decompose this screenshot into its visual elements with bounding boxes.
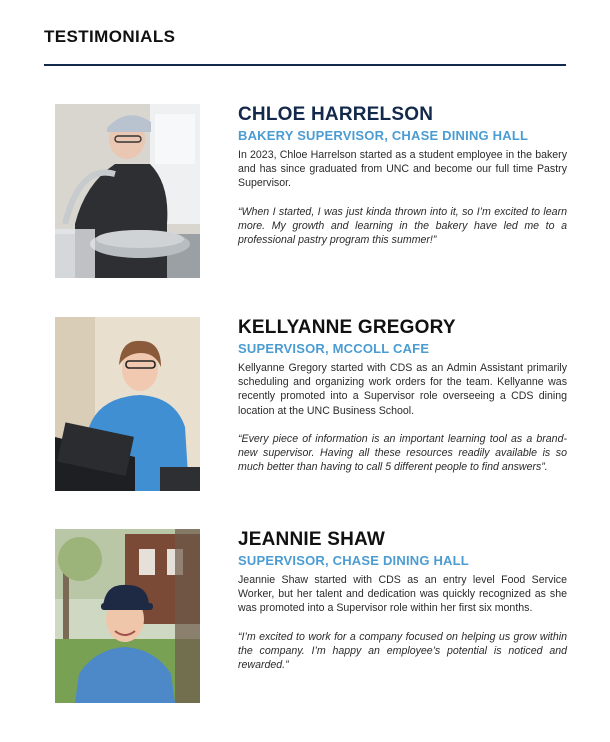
title-divider xyxy=(44,64,566,66)
testimonial-name: CHLOE HARRELSON xyxy=(238,104,434,125)
testimonial-quote: “I’m excited to work for a company focused on helping us grow within the company. I’m happy an employee’s potential is noticed and rewarded.” xyxy=(238,630,567,672)
photo-jeannie-shaw xyxy=(55,529,200,703)
testimonial-role: SUPERVISOR, MCCOLL CAFE xyxy=(238,341,430,356)
testimonial-role: BAKERY SUPERVISOR, CHASE DINING HALL xyxy=(238,128,529,143)
page-title: TESTIMONIALS xyxy=(44,27,176,46)
testimonial-quote: “When I started, I was just kinda thrown into it, so I’m excited to learn more. My growth and learning in the bakery have led me to a professional pastry program this summer!” xyxy=(238,205,567,247)
testimonial-quote: “Every piece of information is an important learning tool as a brand-new supervisor. Having all these resources readily available is so much better than having to call 5 different people to find answers”. xyxy=(238,432,567,474)
photo-kellyanne-gregory xyxy=(55,317,200,491)
testimonial-bio: Jeannie Shaw started with CDS as an entry level Food Service Worker, but her talent and dedication was quickly recognized as she was promoted into a Supervisor role within her first six months. xyxy=(238,574,567,615)
testimonial-name: JEANNIE SHAW xyxy=(238,529,386,550)
testimonial-bio: Kellyanne Gregory started with CDS as an Admin Assistant primarily scheduling and organizing work orders for the team. Kellyanne was recently promoted into a Supervisor role overseeing a CDS dining location at the UNC Business School. xyxy=(238,362,567,417)
testimonial-bio: In 2023, Chloe Harrelson started as a student employee in the bakery and has since graduated from UNC and become our full time Pastry Supervisor. xyxy=(238,149,567,190)
photo-chloe-harrelson xyxy=(55,104,200,278)
testimonial-role: SUPERVISOR, CHASE DINING HALL xyxy=(238,553,469,568)
testimonial-name: KELLYANNE GREGORY xyxy=(238,317,456,338)
